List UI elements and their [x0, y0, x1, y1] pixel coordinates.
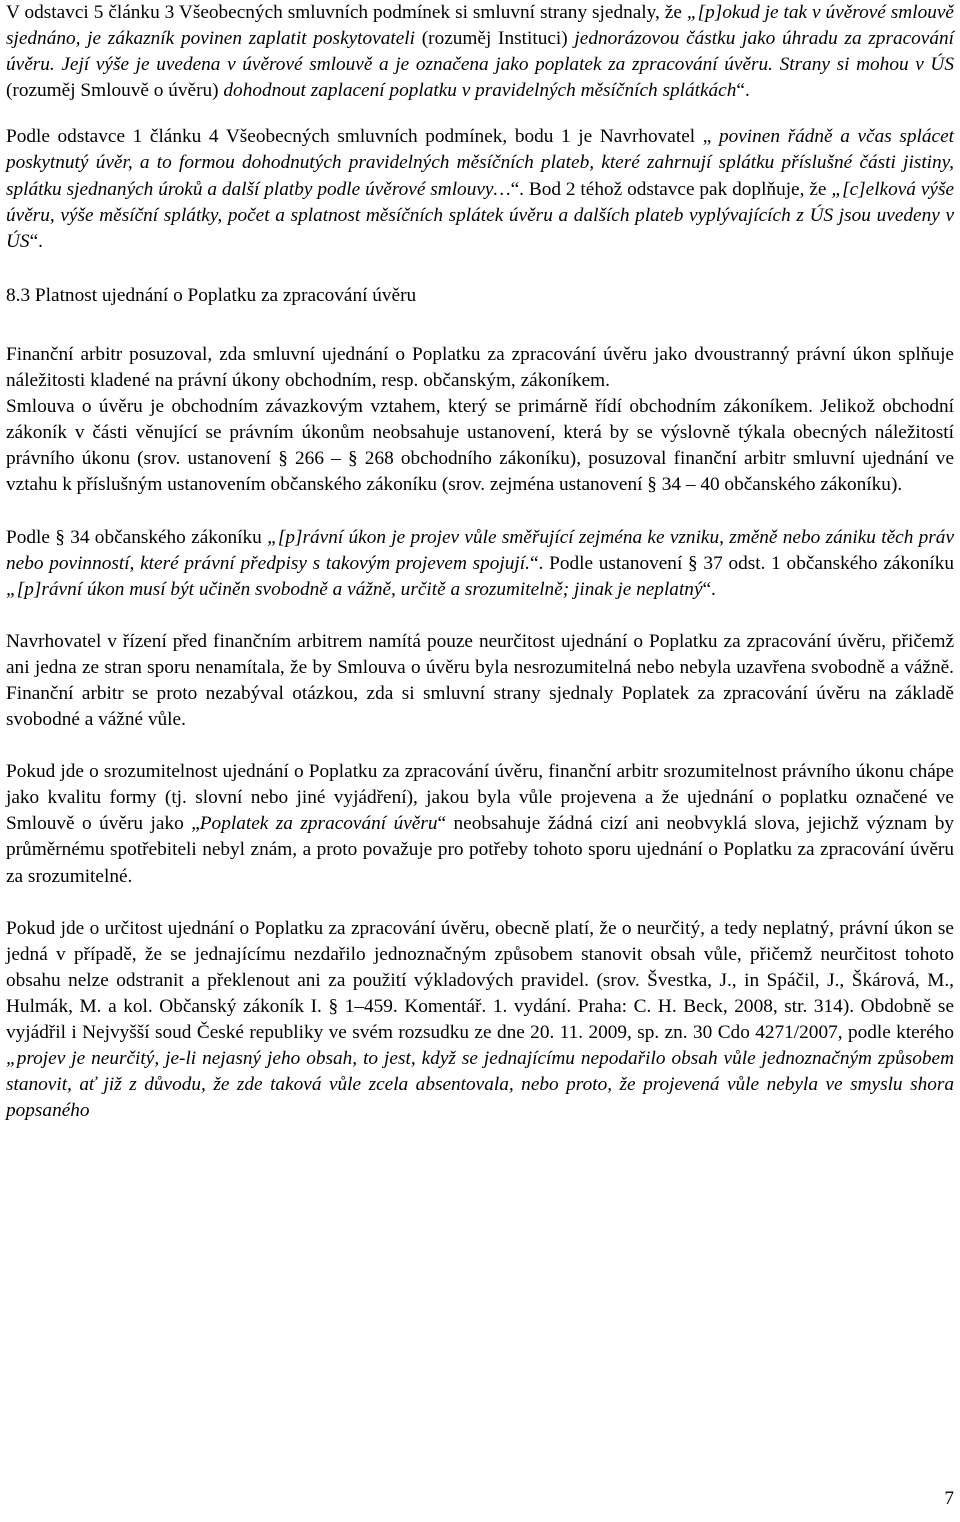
- text-segment: Finanční arbitr posuzoval, zda smluvní ujednání o Poplatku za zpracování úvěru jako dvoustranný právní úkon splňuje náležitosti kladené na právní úkony obchodním, resp. občanským, zákoníkem.: [6, 343, 954, 392]
- text-segment: 3 Platnost ujednání o Poplatku za zpracování úvěru: [20, 284, 417, 306]
- paragraph-p2: [6, 124, 954, 254]
- text-segment: “.: [736, 80, 750, 102]
- text-segment: „projev je neurčitý, je-li nejasný jeho obsah, to jest, když se jednajícímu nepodařilo obsah vůle jednoznačným způsobem stanovit, ať již z důvodu, že zde taková vůle zcela absentovala, nebo proto, že projevená vůle nebyla ve smyslu shora popsaného: [6, 1048, 954, 1122]
- text-segment: Navrhovatel v řízení před finančním arbitrem namítá pouze neurčitost ujednání o Poplatku za zpracování úvěru, přičemž ani jedna ze stran sporu nenamítala, že by Smlouva o úvěru byla nesrozumitelná nebo nebyla uzavřena svobodně a vážně. Finanční arbitr se proto nezabýval otázkou, zda si smluvní strany sjednaly Poplatek za zpracování úvěru na základě svobodné a vážné vůle.: [6, 630, 954, 731]
- text-segment: „[c]elková výše úvěru, výše měsíční splátky, počet a splatnost měsíčních splátek úvěru a dalších plateb vyplývajících z ÚS jsou uvedeny v ÚS: [6, 178, 955, 252]
- text-segment: (rozuměj Smlouvě o úvěru): [6, 80, 224, 102]
- text-segment: V odstavci 5 článku 3 Všeobecných smluvních podmínek si smluvní strany sjednaly, že: [6, 2, 687, 23]
- paragraph-p1: [6, 0, 954, 104]
- text-segment: „[p]okud je tak v úvěrové smlouvě sjednáno, je zákazník povinen zaplatit poskytovateli: [6, 2, 954, 50]
- text-segment: dohodnout zaplacení poplatku v pravidelných měsíčních splátkách: [223, 80, 737, 102]
- text-segment: Pokud jde o srozumitelnost ujednání o Poplatku za zpracování úvěru, finanční arbitr srozumitelnost právního úkonu chápe jako kvalitu formy (tj. slovní nebo jiné vyjádření), jakou byla vůle projevena a že ujednání o poplatku označené ve Smlouvě o úvěru jako „: [6, 761, 954, 835]
- text-segment: “. Bod 2 téhož odstavce pak doplňuje, že: [510, 178, 832, 200]
- text-segment: povinen řádně a včas splácet poskytnutý úvěr, a to formou dohodnutých pravidelných měsíčních plateb, které zahrnují splátku příslušné části jistiny, splátku sjednaných úroků a další platby podle úvěrové smlouvy…: [6, 126, 954, 200]
- paragraph-p8: [6, 916, 954, 1125]
- text-segment: „[p]rávní úkon je projev vůle směřující zejména ke vzniku, změně nebo zániku těch práv nebo povinností, které právní předpisy s takovým projevem spojují.: [6, 526, 954, 574]
- text-segment: (rozuměj Instituci): [415, 28, 575, 50]
- paragraph-p5: [6, 525, 954, 603]
- document-page: [6, 0, 954, 1124]
- text-segment: “ neobsahuje žádná cizí ani neobvyklá slova, jejichž význam by průměrnému spotřebiteli nebyl znám, a proto považuje pro potřeby tohoto sporu ujednání o Poplatku za zpracování úvěru za srozumitelné.: [6, 813, 954, 887]
- text-segment: “. Podle ustanovení § 37 odst. 1 občanského zákoníku: [529, 552, 954, 574]
- text-segment: „[p]rávní úkon musí být učiněn svobodně a vážně, určitě a srozumitelně; jinak je neplatný: [6, 578, 703, 600]
- text-segment: Podle odstavce 1 článku 4 Všeobecných smluvních podmínek, bodu 1 je Navrhovatel „: [6, 126, 719, 148]
- text-segment: Poplatek za zpracování úvěru: [199, 813, 438, 835]
- paragraph-p6: [6, 629, 954, 733]
- text-segment: 8.: [6, 284, 21, 306]
- paragraph-p4: [6, 394, 954, 498]
- text-segment: “.: [29, 230, 43, 252]
- paragraph-p7: [6, 759, 954, 889]
- text-segment: “.: [702, 578, 716, 600]
- text-segment: Smlouva o úvěru je obchodním závazkovým vztahem, který se primárně řídí obchodním zákoníkem. Jelikož obchodní zákoník v části věnující se právním úkonům neobsahuje ustanovení, která by se výslovně týkala obecných náležitostí právního úkonu (srov. ustanovení § 266 – § 268 obchodního zákoníku), posuzoval finanční arbitr smluvní ujednání ve vztahu k příslušným ustanovením občanského zákoníku (srov. zejména ustanovení § 34 – 40 občanského zákoníku).: [6, 396, 954, 496]
- text-segment: jednorázovou částku jako úhradu za zpracování úvěru. Její výše je uvedena v úvěrové smlouvě a je označena jako poplatek za zpracování úvěru. Strany si mohou v ÚS: [6, 28, 954, 76]
- paragraph-p3: [6, 342, 954, 394]
- section-heading: [6, 283, 954, 309]
- text-segment: Podle § 34 občanského zákoníku: [6, 526, 268, 548]
- page-number: 7: [944, 1488, 954, 1509]
- text-segment: Pokud jde o určitost ujednání o Poplatku za zpracování úvěru, obecně platí, že o neurčitý, a tedy neplatný, právní úkon se jedná v případě, že se jednajícímu nezdařilo jednoznačným způsobem stanovit obsah vůle, přičemž neurčitost tohoto obsahu nelze odstranit a překlenout ani za použití výkladových pravidel. (srov. Švestka, J., in Spáčil, J., Škárová, M., Hulmák, M. a kol. Občanský zákoník I. § 1–459. Komentář. 1. vydání. Praha: C. H. Beck, 2008, str. 314). Obdobně se vyjádřil i Nejvyšší soud České republiky ve svém rozsudku ze dne 20. 11. 2009, sp. zn. 30 Cdo 4271/2007, podle kterého: [6, 917, 954, 1043]
